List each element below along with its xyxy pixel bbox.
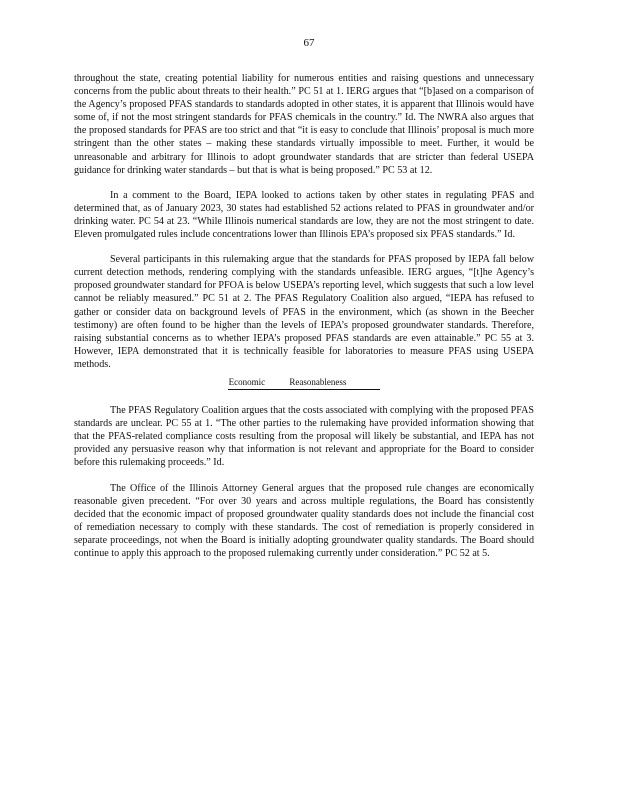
paragraph-spacer (74, 241, 534, 253)
paragraph-spacer (74, 470, 534, 482)
paragraph-2: In a comment to the Board, IEPA looked to actions taken by other states in regulating PFAS and determined that, as of January 2023, 30 states had established 52 actions related to PFAS in groundwater and/or drinking water. PC 54 at 23. “While Illinois numerical standards are low, they are not the most stringent to date. Eleven promulgated rules include concentrations lower than Illinois EPA’s proposed six PFAS standards.” Id. (74, 189, 534, 241)
page-body (74, 72, 534, 560)
paragraph-3: Several participants in this rulemaking argue that the standards for PFAS proposed by IEPA fall below current detection methods, rendering complying with the standards unfeasible. IERG argues, “[t]he Agency’s proposed groundwater standard for PFOA is below USEPA’s reporting level, which suggests that such a low level cannot be reliably measured.” PC 51 at 2. The PFAS Regulatory Coalition also argued, “IEPA has refused to gather or consider data on background levels of PFAS in the environment, which (as shown in the Beecher testimony) are often found to be higher than the levels of IEPA’s proposed groundwater standards. Therefore, raising substantial concerns as to whether IEPA’s proposed PFAS standards are even attainable.” PC 55 at 3. However, IEPA demonstrated that it is technically feasible for laboratories to measure PFAS using USEPA methods. (74, 254, 534, 370)
paragraph-4: The PFAS Regulatory Coalition argues that the costs associated with complying with the proposed PFAS standards are unclear. PC 55 at 1. “The other parties to the rulemaking have provided information showing that that the PFAS-related compliance costs resulting from the proposal will likely be substantial, and IEPA has not provided any persuasive reason why that information is not relevant and appropriate for the Board to consider before this rulemaking proceeds.” Id. (74, 405, 534, 469)
page-number: 67 (303, 37, 315, 49)
paragraph-1: throughout the state, creating potential liability for numerous entities and raising questions and unnecessary concerns from the public about threats to their health.” PC 51 at 1. IERG argues that “[b]ased on a comparison of the Agency’s proposed PFAS standards to standards adopted in other states, it is apparent that Illinois would have some of, if not the most stringent standards for PFAS chemicals in the country.” Id. The NWRA also argues that the proposed standards for PFAS are too strict and that “it is easy to conclude that Illinois’ proposal is much more stringent than the other states – making these standards virtually impossible to meet. Further, it would be unreasonable and arbitrary for Illinois to adopt groundwater standards that are stricter than federal USEPA guidance for drinking water standards – but that is what is being proposed.” PC 53 at 12. (74, 73, 534, 176)
section-heading (74, 376, 534, 390)
paragraph-spacer (74, 177, 534, 189)
paragraph-5: The Office of the Illinois Attorney General argues that the proposed rule changes are economically reasonable given precedent. “For over 30 years and across multiple regulations, the Board has consistently decided that the economic impact of proposed groundwater quality standards does not include the financial cost of remediation necessary to comply with these standards. The cost of remediation is properly considered in separate proceedings, not when the Board is initially adopting groundwater quality standards. The Board should continue to apply this approach to the proposed rulemaking currently under consideration.” PC 52 at 5. (74, 482, 534, 559)
section-heading-text: Economic Reasonableness (228, 376, 381, 390)
